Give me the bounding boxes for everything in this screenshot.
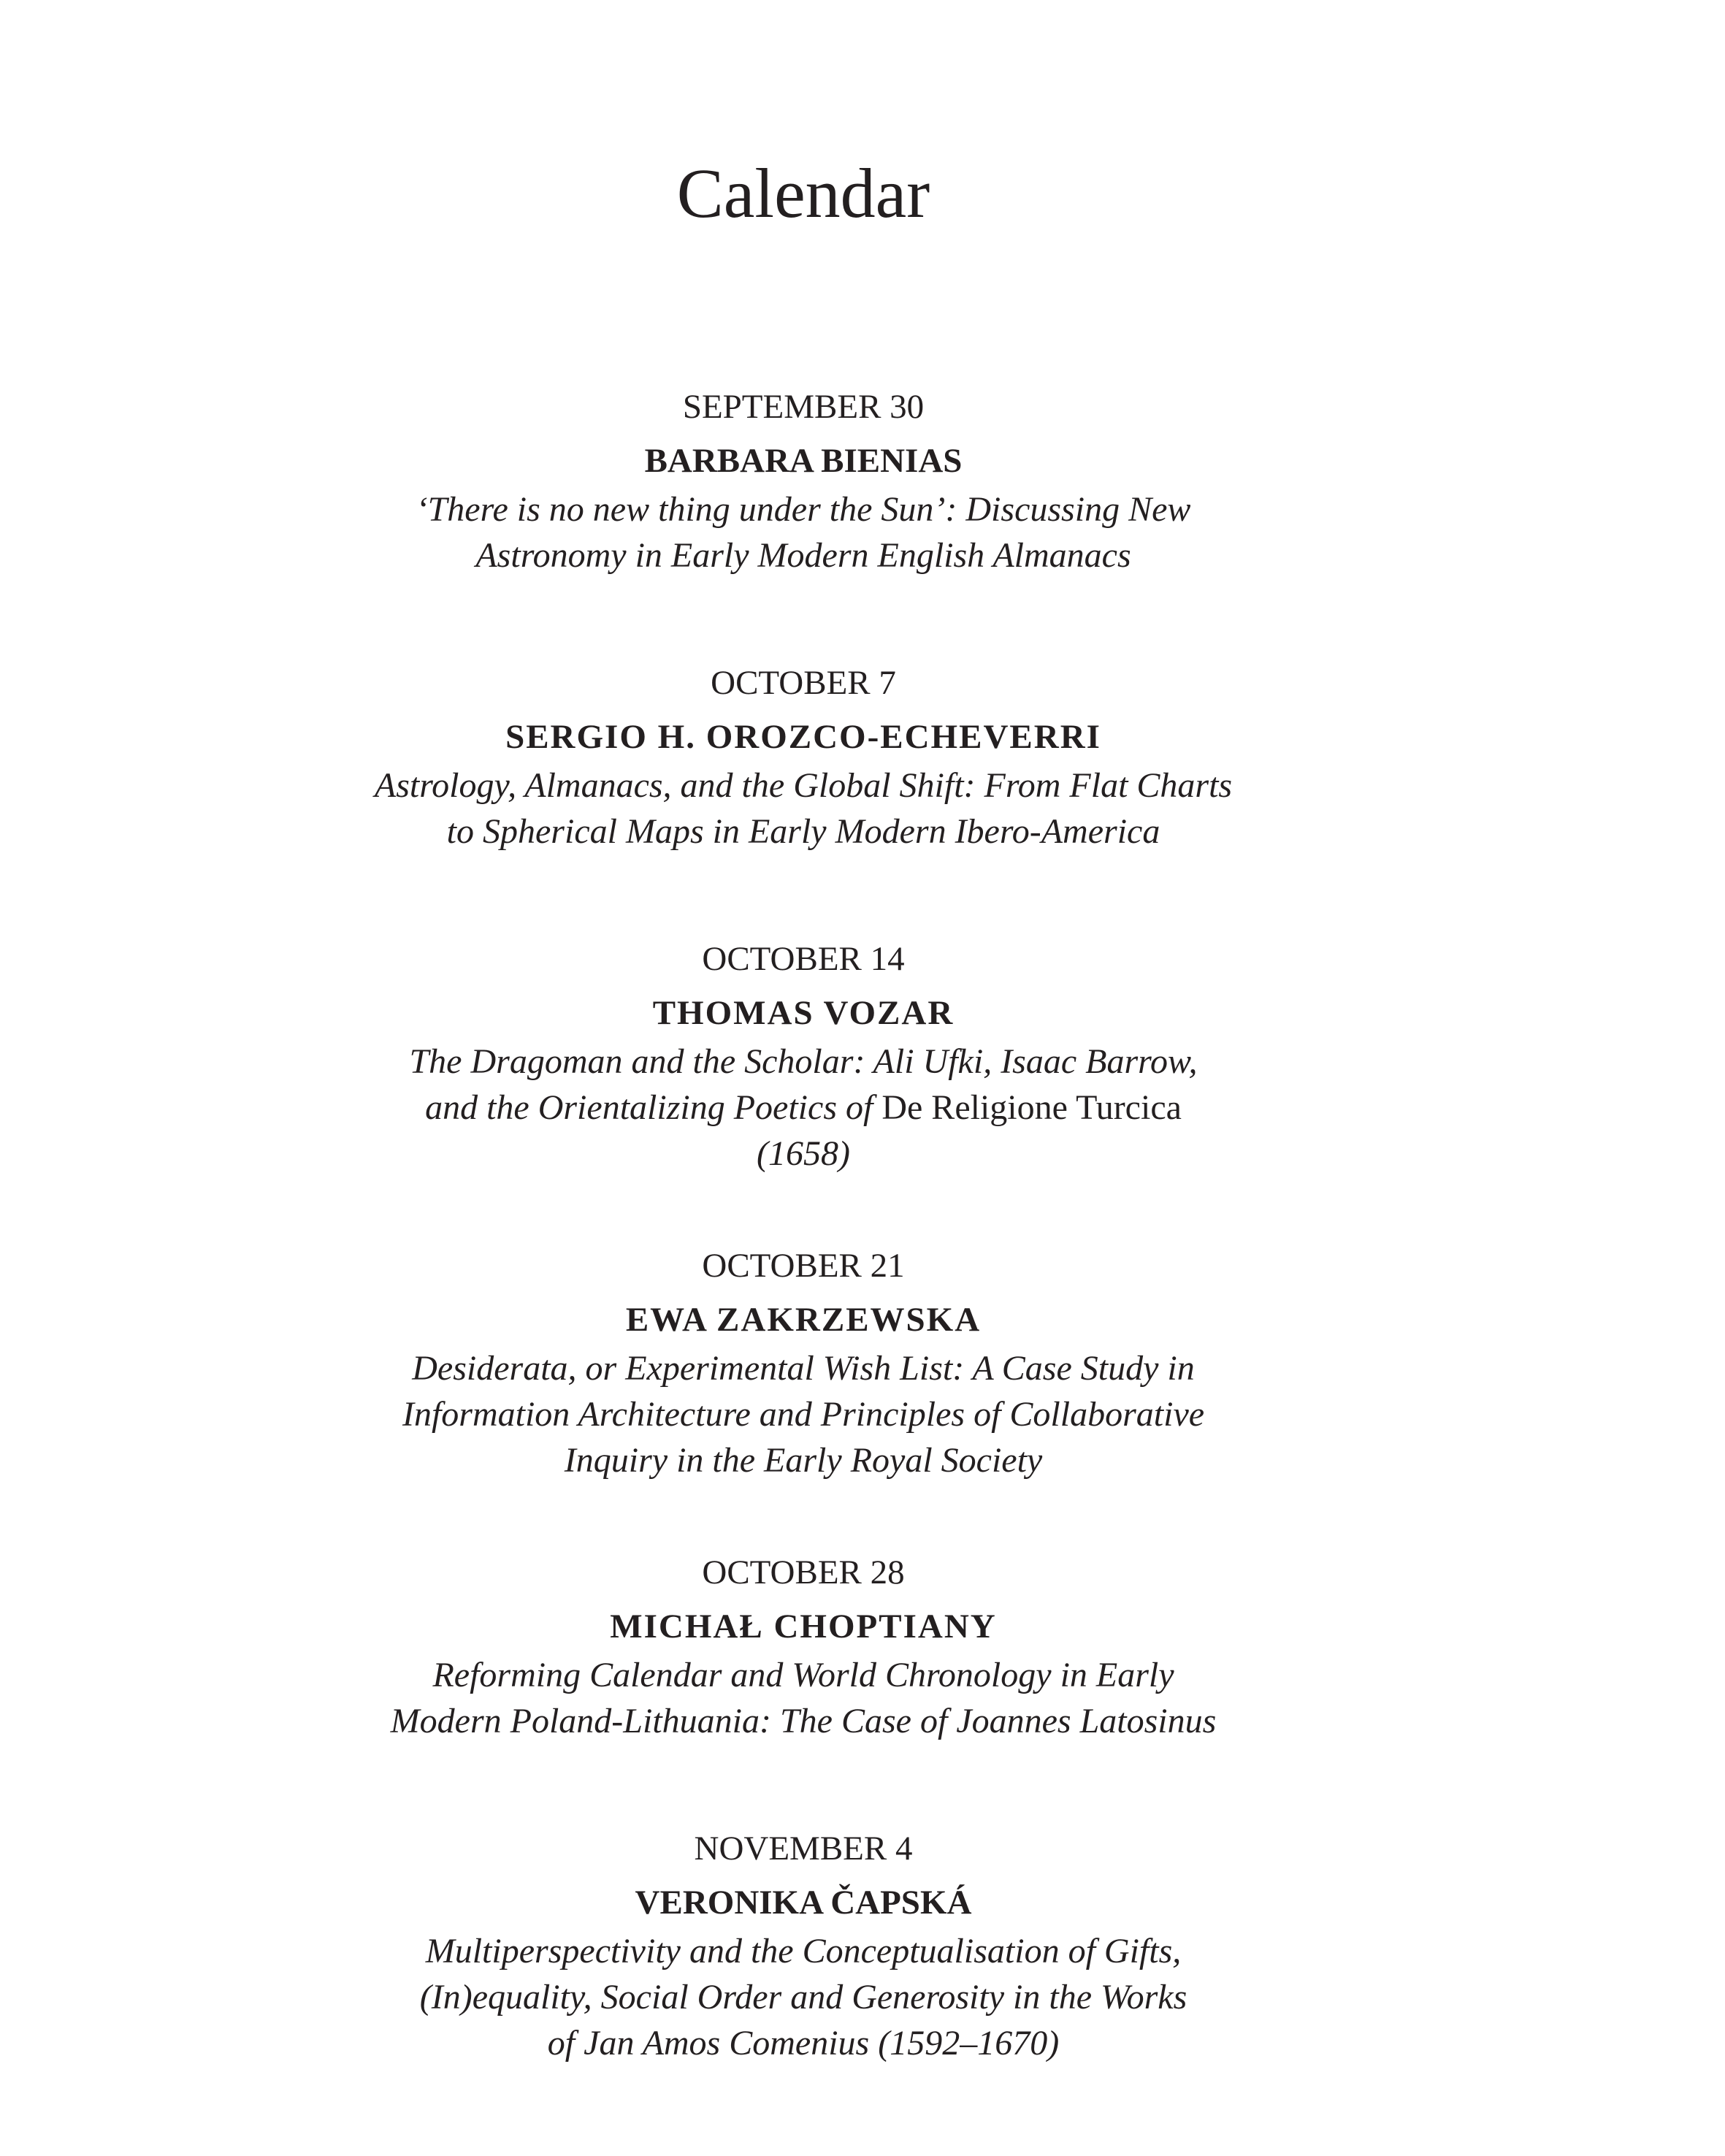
talk-title-line: to Spherical Maps in Early Modern Ibero-America [446, 812, 1160, 851]
event-date: NOVEMBER 4 [694, 1830, 913, 1868]
event-speaker: BARBARA BIENIAS [644, 442, 963, 480]
event-talk-title [292, 1345, 1315, 1483]
event-date: OCTOBER 14 [702, 940, 905, 978]
event-talk-title [292, 486, 1315, 578]
talk-title-italic-part: and the Orientalizing Poetics of [425, 1088, 882, 1127]
event-speaker: SERGIO H. OROZCO-ECHEVERRI [505, 718, 1101, 756]
event-date: OCTOBER 21 [702, 1247, 905, 1285]
event-october-21 [292, 1245, 1315, 1483]
page-title: Calendar [676, 154, 930, 232]
talk-title-line: (1658) [757, 1134, 850, 1173]
talk-title-line: Desiderata, or Experimental Wish List: A Case Study in [412, 1349, 1195, 1388]
talk-title-line: The Dragoman and the Scholar: Ali Ufki, Isaac Barrow, [409, 1042, 1198, 1081]
talk-title-line: Reforming Calendar and World Chronology in Early [432, 1656, 1174, 1694]
talk-title-line: Inquiry in the Early Royal Society [564, 1441, 1043, 1480]
event-speaker: MICHAŁ CHOPTIANY [610, 1608, 997, 1645]
event-speaker: THOMAS VOZAR [652, 994, 955, 1032]
event-date: SEPTEMBER 30 [682, 388, 925, 426]
event-november-4 [292, 1827, 1315, 2066]
talk-title-book-title: De Religione Turcica [881, 1088, 1182, 1127]
event-october-14 [292, 938, 1315, 1177]
event-speaker: VERONIKA ČAPSKÁ [635, 1884, 972, 1922]
event-date: OCTOBER 28 [702, 1553, 905, 1591]
event-october-28 [292, 1551, 1315, 1744]
talk-title-line: Astrology, Almanacs, and the Global Shift: From Flat Charts [374, 766, 1233, 805]
event-september-30 [292, 386, 1315, 578]
event-talk-title [292, 1928, 1315, 2066]
event-talk-title [292, 1652, 1315, 1744]
talk-title-line: Multiperspectivity and the Conceptualisation of Gifts, [425, 1932, 1182, 1970]
event-speaker: EWA ZAKRZEWSKA [625, 1301, 982, 1339]
talk-title-line: Astronomy in Early Modern English Almanacs [475, 536, 1131, 575]
talk-title-line: (In)equality, Social Order and Generosity in the Works [419, 1978, 1187, 2017]
event-talk-title [292, 762, 1315, 855]
event-october-7 [292, 662, 1315, 855]
talk-title-line: Modern Poland-Lithuania: The Case of Joannes Latosinus [390, 1702, 1217, 1740]
event-date: OCTOBER 7 [711, 664, 896, 702]
talk-title-line [292, 1085, 1315, 1131]
event-talk-title [292, 1039, 1315, 1177]
talk-title-line: ‘There is no new thing under the Sun’: Discussing New [416, 490, 1191, 529]
talk-title-line: of Jan Amos Comenius (1592–1670) [547, 2024, 1060, 2063]
talk-title-line: Information Architecture and Principles of Collaborative [402, 1395, 1205, 1434]
